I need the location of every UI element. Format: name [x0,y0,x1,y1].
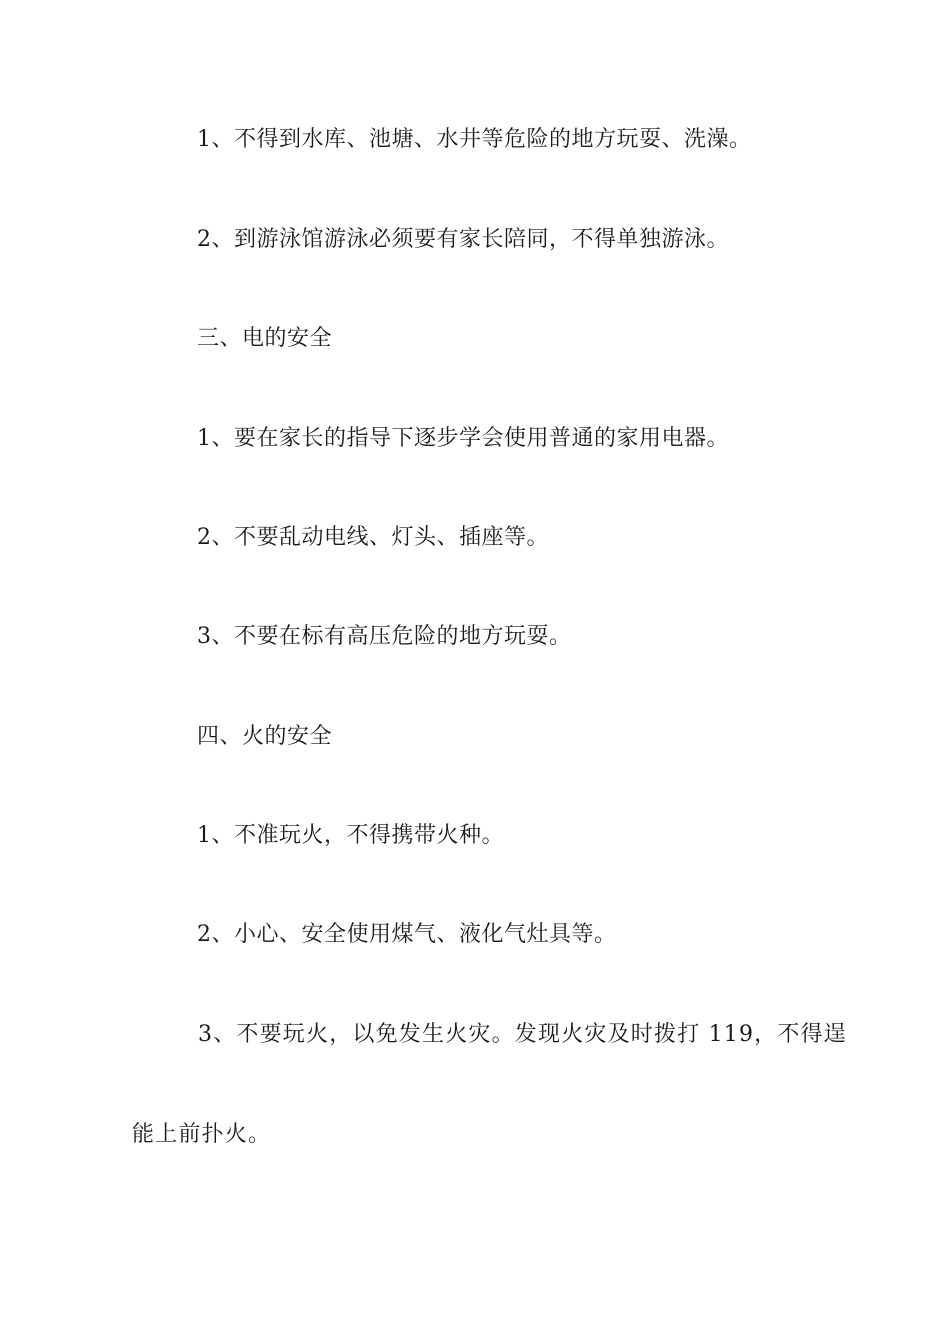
fire-safety-item-3: 3、不要玩火，以免发生火灾。发现火灾及时拨打 119，不得逞 [198,1022,847,1047]
fire-safety-item-1: 1、不准玩火，不得携带火种。 [197,823,504,848]
section-heading-electric-safety: 三、电的安全 [197,326,333,351]
electric-safety-item-2: 2、不要乱动电线、灯头、插座等。 [197,525,549,550]
electric-safety-item-1: 1、要在家长的指导下逐步学会使用普通的家用电器。 [197,426,729,451]
fire-safety-item-2: 2、小心、安全使用煤气、液化气灶具等。 [197,922,617,947]
water-safety-item-1: 1、不得到水库、池塘、水井等危险的地方玩耍、洗澡。 [197,127,752,152]
electric-safety-item-3: 3、不要在标有高压危险的地方玩耍。 [197,624,572,649]
section-heading-fire-safety: 四、火的安全 [197,724,333,749]
fire-safety-item-3-continued: 能上前扑火。 [132,1122,272,1147]
water-safety-item-2: 2、到游泳馆游泳必须要有家长陪同，不得单独游泳。 [197,227,729,252]
